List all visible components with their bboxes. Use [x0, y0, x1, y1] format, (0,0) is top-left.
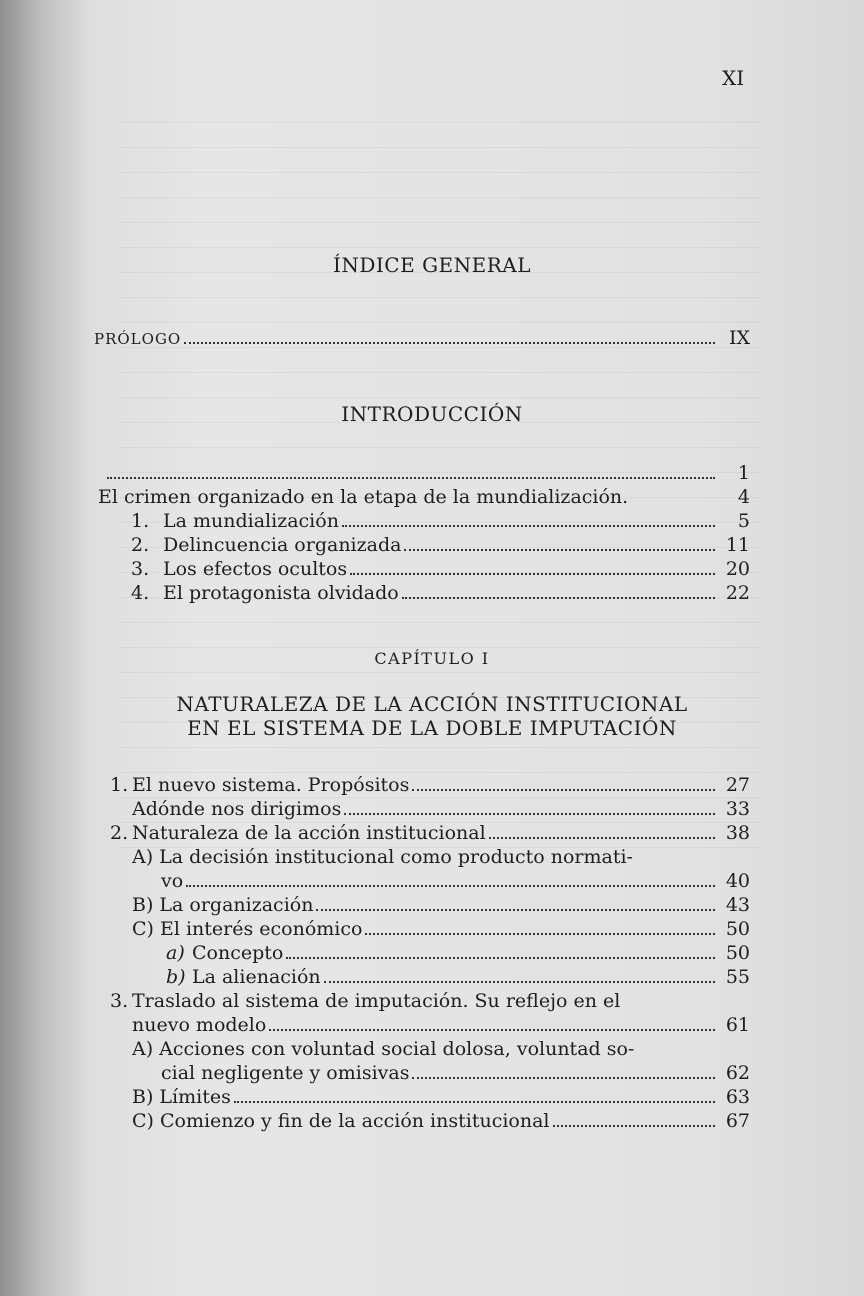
toc-entry-page: 63: [725, 1086, 750, 1108]
toc-entry-page: 40: [725, 870, 750, 892]
toc-entry-title: vo: [161, 870, 184, 892]
leader-dots: [234, 1101, 715, 1103]
leader-dots: [316, 909, 715, 911]
toc-entry-page: 1: [737, 462, 750, 484]
toc-entry[interactable]: [132, 1109, 750, 1133]
toc-entry-title: Naturaleza de la acción institucional: [132, 822, 486, 844]
toc-entry-title: El protagonista olvidado: [163, 582, 399, 604]
toc-entry-page: 11: [725, 534, 750, 556]
toc-entry-page: 20: [725, 558, 750, 580]
toc-entry-page: 43: [725, 894, 750, 916]
toc-entry-number: 2.: [131, 534, 150, 556]
toc-entry[interactable]: [110, 821, 750, 845]
leader-dots: [553, 1125, 716, 1127]
toc-entry-title: A) Acciones con voluntad social dolosa, voluntad so-: [132, 1038, 635, 1060]
leader-dots: [324, 981, 715, 983]
toc-entry-title: PRÓLOGO: [94, 330, 182, 348]
leader-dots: [269, 1029, 715, 1031]
leader-dots: [365, 933, 715, 935]
leader-dots: [342, 525, 715, 527]
toc-entry-page: 50: [725, 942, 750, 964]
toc-entry-title: Concepto: [192, 942, 284, 964]
toc-entry-number: 3.: [110, 990, 129, 1012]
toc-entry[interactable]: [161, 1061, 750, 1085]
toc-entry-page: 50: [725, 918, 750, 940]
leader-dots: [489, 837, 715, 839]
toc-entry[interactable]: [132, 1085, 750, 1109]
chapter-label: CAPÍTULO I: [374, 649, 490, 668]
toc-entry-title: La mundialización: [163, 510, 339, 532]
toc-entry[interactable]: [110, 989, 750, 1013]
toc-entry-page: 62: [725, 1062, 750, 1084]
toc-entry-title: Adónde nos dirigimos: [132, 798, 342, 820]
toc-entry[interactable]: [132, 893, 750, 917]
leader-dots: [184, 342, 715, 344]
toc-entry-page: 33: [725, 798, 750, 820]
toc-entry-page: 38: [725, 822, 750, 844]
toc-entry[interactable]: [131, 509, 750, 533]
toc-entry[interactable]: [131, 557, 750, 581]
toc-entry-title: C) Comienzo y fin de la acción institucional: [132, 1110, 550, 1132]
chapter-title-line-2: EN EL SISTEMA DE LA DOBLE IMPUTACIÓN: [187, 716, 677, 740]
toc-entry-title: Traslado al sistema de imputación. Su reflejo en el: [132, 990, 621, 1012]
toc-entry-title: La alienación: [192, 966, 321, 988]
toc-entry[interactable]: [131, 533, 750, 557]
toc-entry-title: nuevo modelo: [132, 1014, 267, 1036]
toc-entry-page: IX: [728, 327, 750, 349]
toc-entry-title: A) La decisión institucional como producto normati-: [132, 846, 633, 868]
page-number: XI: [722, 66, 745, 90]
toc-entry[interactable]: [132, 1013, 750, 1037]
leader-dots: [186, 885, 715, 887]
toc-entry-page: 67: [725, 1110, 750, 1132]
index-heading: ÍNDICE GENERAL: [332, 253, 532, 277]
toc-entry-page: 22: [725, 582, 750, 604]
toc-entry-title: Delincuencia organizada: [163, 534, 402, 556]
toc-entry-title: El nuevo sistema. Propósitos: [132, 774, 410, 796]
chapter-title-line-1: NATURALEZA DE LA ACCIÓN INSTITUCIONAL: [176, 692, 688, 716]
toc-entry-number: 1.: [131, 510, 150, 532]
toc-entry-number: a): [166, 942, 185, 964]
toc-entry[interactable]: [132, 1037, 750, 1061]
leader-dots: [286, 957, 715, 959]
leader-dots: [350, 573, 715, 575]
toc-entry-page: 55: [725, 966, 750, 988]
toc-entry-page: 4: [737, 486, 750, 508]
toc-entry-title: El crimen organizado en la etapa de la mundialización.: [98, 486, 629, 508]
toc-entry-number: 4.: [131, 582, 150, 604]
toc-entry-title: C) El interés económico: [132, 918, 363, 940]
toc-entry-number: 1.: [110, 774, 129, 796]
toc-entry[interactable]: [132, 797, 750, 821]
toc-entry-number: 2.: [110, 822, 129, 844]
toc-entry-prologo[interactable]: [94, 326, 750, 350]
toc-entry[interactable]: [132, 917, 750, 941]
toc-entry-title: B) La organización: [132, 894, 314, 916]
toc-entry-number: 3.: [131, 558, 150, 580]
leader-dots: [412, 1077, 715, 1079]
toc-entry-page: 5: [737, 510, 750, 532]
toc-entry-title: Los efectos ocultos: [163, 558, 348, 580]
toc-entry[interactable]: [131, 581, 750, 605]
toc-entry[interactable]: [98, 485, 750, 509]
toc-entry[interactable]: [132, 845, 750, 869]
leader-dots: [107, 477, 715, 479]
toc-entry-page: 61: [725, 1014, 750, 1036]
leader-dots: [344, 813, 715, 815]
leader-dots: [402, 597, 715, 599]
toc-entry[interactable]: [161, 869, 750, 893]
leader-dots: [404, 549, 715, 551]
toc-entry-title: B) Límites: [132, 1086, 231, 1108]
toc-entry[interactable]: [166, 965, 750, 989]
toc-entry[interactable]: [166, 941, 750, 965]
toc-entry[interactable]: [110, 773, 750, 797]
toc-entry-number: b): [166, 966, 186, 988]
toc-entry[interactable]: [104, 461, 750, 485]
leader-dots: [412, 789, 715, 791]
toc-entry-title: cial negligente y omisivas: [161, 1062, 410, 1084]
toc-entry-page: 27: [725, 774, 750, 796]
introduction-heading: INTRODUCCIÓN: [341, 402, 523, 426]
